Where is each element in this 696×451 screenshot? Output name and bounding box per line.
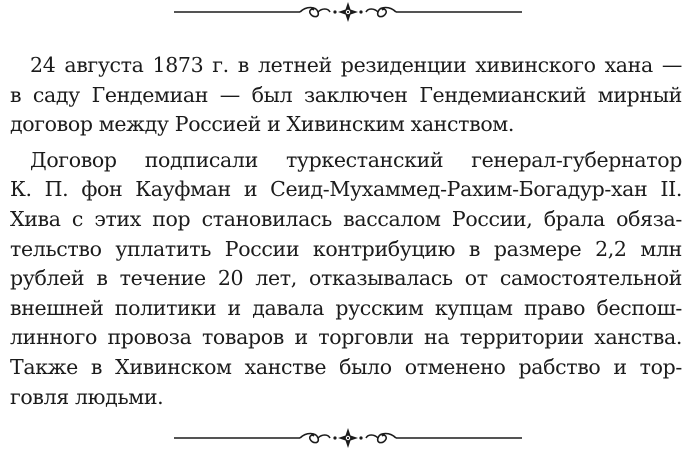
ornament-divider-icon	[0, 0, 696, 24]
text-line: Также в Хивинском ханстве было отменено рабство и тор-	[10, 354, 682, 379]
top-ornament-divider	[0, 0, 696, 24]
text-line: говля людьми.	[10, 384, 164, 409]
text-line: К. П. фон Кауфман и Сеид-Мухаммед-Рахим-Богадур-хан II.	[10, 177, 682, 202]
document-body	[10, 51, 682, 412]
ornament-divider-icon	[0, 426, 696, 450]
text-line: линного провоза товаров и торговли на территории ханства.	[10, 325, 682, 350]
bottom-ornament-divider	[0, 426, 696, 450]
text-line: внешней политики и давала русским купцам право беспош-	[10, 295, 682, 320]
text-line: Договор подписали туркестанский генерал-губернатор	[30, 147, 682, 172]
text-line: тельство уплатить России контрибуцию в размере 2,2 млн	[10, 236, 682, 261]
paragraph-2	[10, 146, 682, 412]
text-line: Хива с этих пор становилась вассалом России, брала обяза-	[10, 206, 682, 231]
text-line: договор между Россией и Хивинским ханством.	[10, 112, 515, 137]
paragraph-1	[10, 51, 682, 140]
text-line: в саду Гендемиан — был заключен Гендемианский мирный	[10, 82, 682, 107]
text-line: рублей в течение 20 лет, отказывалась от самостоятельной	[10, 266, 682, 291]
text-line: 24 августа 1873 г. в летней резиденции хивинского хана —	[30, 53, 682, 77]
